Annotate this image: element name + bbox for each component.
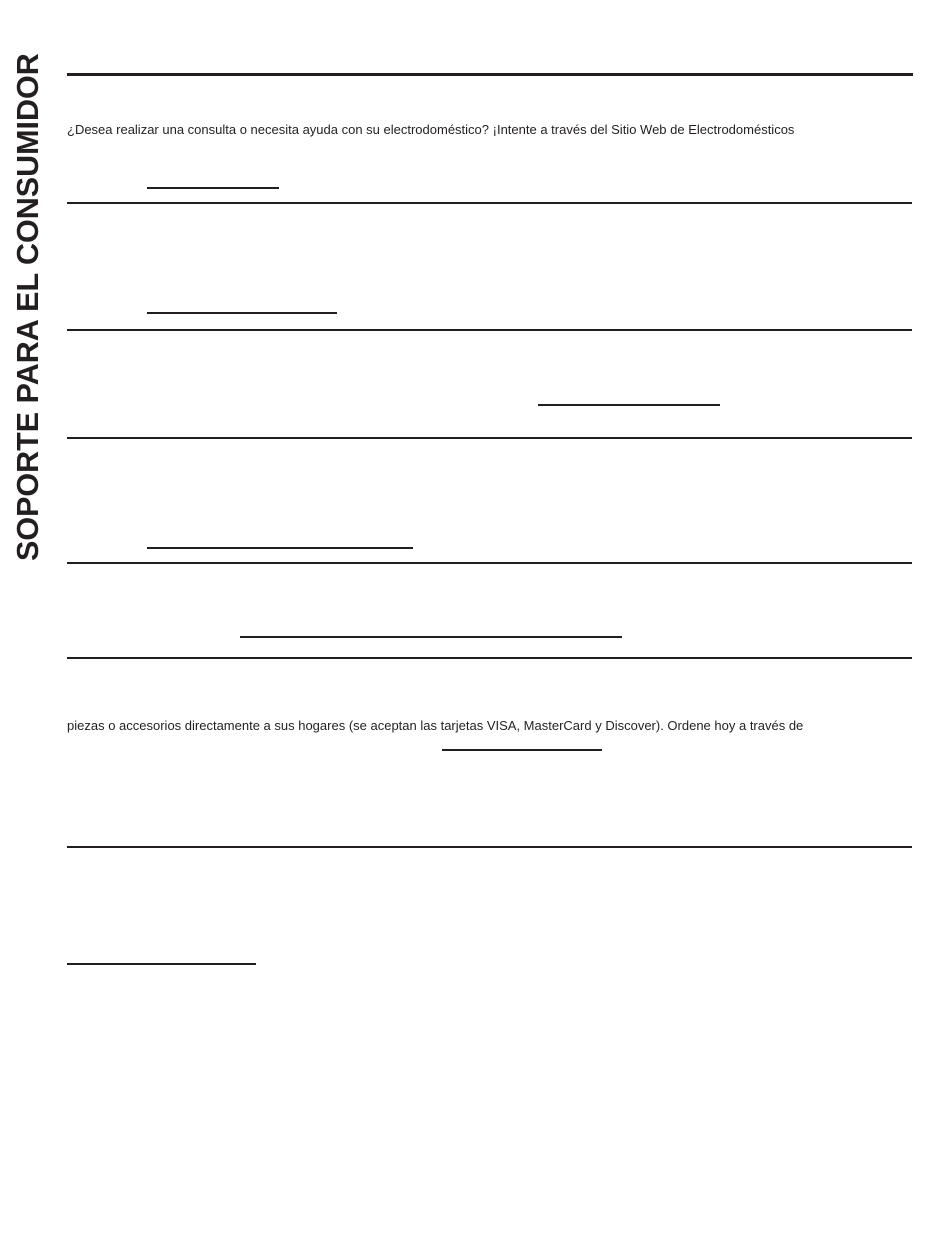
- underline-link-6: [442, 749, 602, 751]
- section-divider-4: [67, 562, 912, 564]
- section-divider-2: [67, 329, 912, 331]
- underline-link-1: [147, 187, 279, 189]
- section-divider-5: [67, 657, 912, 659]
- section-divider-6: [67, 846, 912, 848]
- section-divider-1: [67, 202, 912, 204]
- underline-link-3: [538, 404, 720, 406]
- top-divider: [67, 73, 913, 76]
- intro-paragraph: ¿Desea realizar una consulta o necesita ayuda con su electrodoméstico? ¡Intente a través del Sitio Web de Electrodomésticos: [67, 122, 795, 137]
- section-divider-3: [67, 437, 912, 439]
- underline-link-5: [240, 636, 622, 638]
- underline-link-4: [147, 547, 413, 549]
- underline-link-7: [67, 963, 256, 965]
- underline-link-2: [147, 312, 337, 314]
- parts-paragraph: piezas o accesorios directamente a sus hogares (se aceptan las tarjetas VISA, MasterCard y Discover). Ordene hoy a través de: [67, 718, 804, 733]
- section-title-vertical: SOPORTE PARA EL CONSUMIDOR: [11, 53, 45, 561]
